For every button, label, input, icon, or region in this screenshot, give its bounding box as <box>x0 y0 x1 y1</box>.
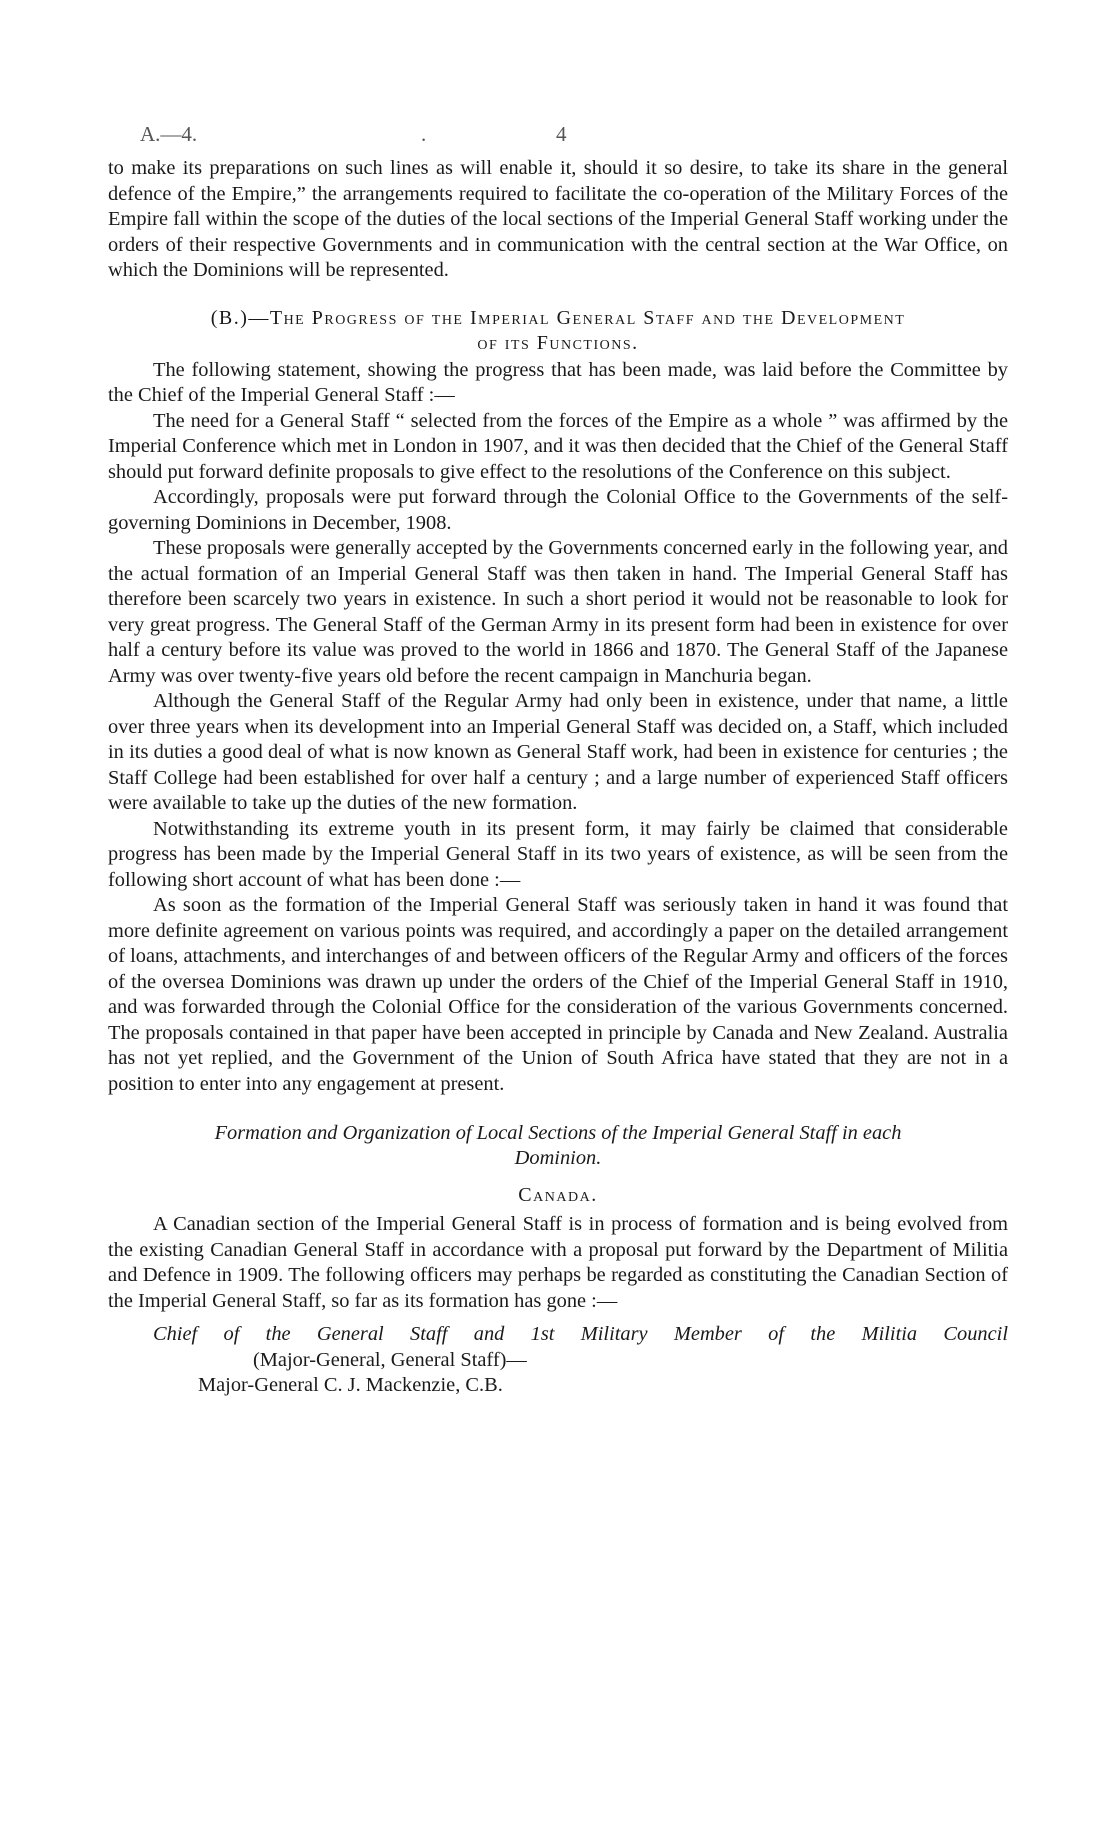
section-b-paragraph: Notwithstanding its extreme youth in its present form, it may fairly be claimed that considerable progress has been made by the Imperial General Staff in its two years of existence, as will be seen from the following short account of what has been done :— <box>108 817 1008 891</box>
section-b-paragraph: Although the General Staff of the Regular Army had only been in existence, under that name, a little over three years when its development into an Imperial General Staff was decided on, a Staff, which included in its duties a good deal of what is now known as General Staff work, had been in existence for centuries ; the Staff College had been established for over half a century ; and a large number of experienced Staff officers were available to take up the duties of the new formation. <box>108 690 1008 814</box>
formation-heading <box>108 1121 1008 1171</box>
canada-paragraph: A Canadian section of the Imperial General Staff is in process of formation and is being evolved from the existing Canadian General Staff in accordance with a proposal put forward by the Department of Militia and Defence in 1909. The following officers may perhaps be regarded as constituting the Canadian Section of the Imperial General Staff, so far as its formation has gone :— <box>108 1213 1008 1312</box>
section-b-paragraph: These proposals were generally accepted by the Governments concerned early in the following year, and the actual formation of an Imperial General Staff was then taken in hand. The Imperial General Staff has therefore been scarcely two years in existence. In such a short period it would not be reasonable to look for very great progress. The General Staff of the German Army in its present form had been in existence for over half a century before its value was proved to the world in 1866 and 1870. The General Staff of the Japanese Army was over twenty-five years old before the recent campaign in Manchuria began. <box>108 537 1008 687</box>
document-body <box>108 156 1008 1399</box>
formation-heading-line1: Formation and Organization of Local Sections of the Imperial General Staff in each <box>214 1122 902 1144</box>
section-b-paragraph: The following statement, showing the progress that has been made, was laid before the Committee by the Chief of the Imperial General Staff :— <box>108 358 1008 406</box>
section-b-heading <box>108 306 1008 356</box>
intro-paragraph: to make its preparations on such lines as will enable it, should it so desire, to take its share in the general defence of the Empire,” the arrangements required to facilitate the co-operation of the Military Forces of the Empire fall within the scope of the duties of the local sections of the Imperial General Staff working under the orders of their respective Governments and in communication with the central section at the War Office, on which the Dominions will be represented. <box>108 157 1008 281</box>
canada-heading: Canada. <box>518 1184 598 1206</box>
section-b-heading-line2: of its Functions. <box>477 331 639 354</box>
appointment-holder: Major-General C. J. Mackenzie, C.B. <box>198 1374 503 1396</box>
appointment-title: Chief of the General Staff and 1st Military Member of the Militia Council <box>153 1323 1008 1345</box>
running-header <box>108 122 1008 156</box>
section-b-heading-line1: (B.)—The Progress of the Imperial General Staff and the Development <box>210 306 906 329</box>
document-id: A.—4. <box>140 122 198 146</box>
header-dot: . <box>421 122 427 146</box>
section-b-paragraph: As soon as the formation of the Imperial General Staff was seriously taken in hand it was found that more definite agreement on various points was required, and accordingly a paper on the detailed arrangement of loans, attachments, and interchanges of and between officers of the Regular Army and officers of the forces of the oversea Dominions was drawn up under the orders of the Chief of the Imperial General Staff in 1910, and was forwarded through the Colonial Office for the consideration of the various Governments concerned. The proposals contained in that paper have been accepted in principle by Canada and New Zealand. Australia has not yet replied, and the Government of the Union of South Africa have stated that they are not in a position to enter into any engagement at present. <box>108 894 1008 1095</box>
document-page <box>108 122 1008 1399</box>
formation-heading-line2: Dominion. <box>514 1147 602 1169</box>
section-b-paragraph: Accordingly, proposals were put forward through the Colonial Office to the Governments of the self-governing Dominions in December, 1908. <box>108 486 1008 534</box>
appointment-rank: (Major-General, General Staff)— <box>253 1348 527 1371</box>
page-number: 4 <box>556 122 567 146</box>
section-b-paragraph: The need for a General Staff “ selected from the forces of the Empire as a whole ” was affirmed by the Imperial Conference which met in London in 1907, and it was then decided that the Chief of the General Staff should put forward definite proposals to give effect to the resolutions of the Conference on this subject. <box>108 409 1008 483</box>
